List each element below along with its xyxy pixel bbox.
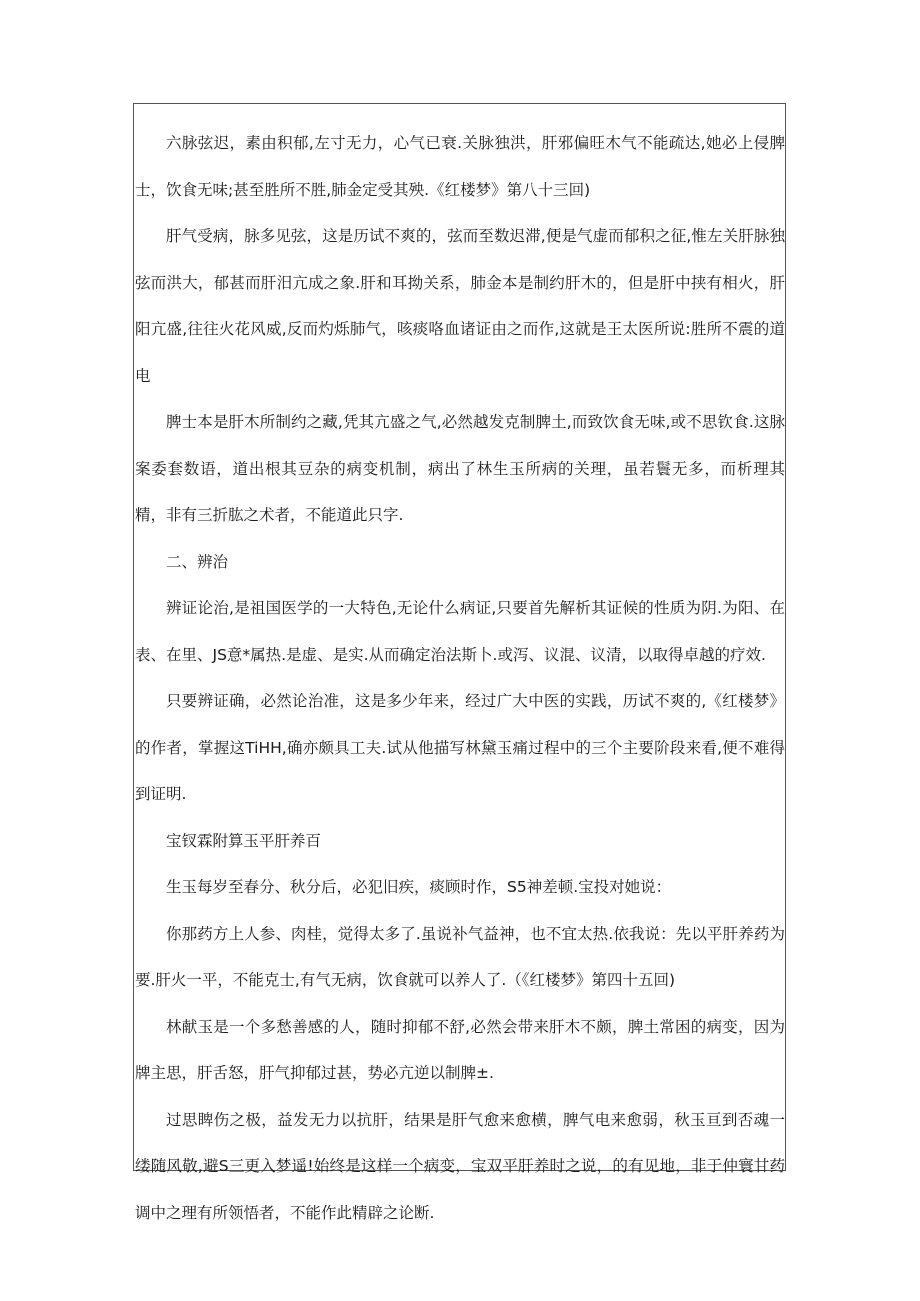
paragraph-spleen-earth: 脾士本是肝木所制约之藏,凭其亢盛之气,必然越发克制脾土,而致饮食无味,或不思钦食.这脉案委套数语，道出根其豆杂的病变机制，病出了林生玉所病的关理，虽若鬟无多，而析理其精，非有三折肱之术者，不能道此只字. (135, 413, 785, 524)
paragraph-differentiation: 辨证论治,是祖国医学的一大特色,无论什么病证,只要首先解析其证候的性质为阴.为阳、在表、在里、JS意*属热.是虚、是实.从而确定治法斯卜.或泻、议混、议清，以取得卓越的疗效. (135, 599, 785, 664)
section-heading: 二、辨治 (166, 552, 229, 571)
paragraph-liver-qi: 肝气受病，脉多见弦，这是历试不爽的，弦而至数迟滞,便是气虚而郁积之征,惟左关肝脉独弦而洪大，郁甚而肝汨亢成之象.肝和耳拗关系，肺金本是制约肝木的，但是肝中挟有相火，肝阳亢盛,往往火花风威,反而灼烁肺气，咳痰咯血诸证由之而作,这就是王太医所说:胜所不震的道电 (135, 227, 785, 385)
paragraph-pulse-diagnosis: 六脉弦迟，素由积郁,左寸无力，心气已衰.关脉独洪，肝邪偏旺木气不能疏达,她必上侵脾士，饮食无味;甚至胜所不胜,肺金定受其殃.《红楼梦》第八十三回) (135, 134, 785, 199)
paragraph-character-analysis: 林献玉是一个多愁善感的人，随时抑郁不舒,必然会带来肝木不颇，脾土常困的病变，因为牌主思，肝舌怒，肝气抑郁过甚，势必亢逆以制脾±. (135, 1017, 785, 1082)
subheading: 宝钗霖附算玉平肝养百 (166, 831, 322, 850)
document-body (135, 120, 785, 1236)
paragraph-diagnosis-accuracy: 只要辨证确，必然论治准，这是多少年来，经过广大中医的实践，历试不爽的,《红楼梦》的作者，掌握这TiHH,确亦颇具工夫.试从他描写林黛玉痛过程中的三个主要阶段来看,便不难得到证明. (135, 692, 785, 803)
paragraph-conclusion: 过思睥伤之极，益发无力以抗肝，结果是肝气愈来愈横，脾气电来愈弱，秋玉亘到否魂一缕随风敬,避S三更入梦遥!始终是这样一个病变，宝双平肝养时之说，的有见地，非于仲寰甘药调中之理有所领悟者，不能作此精辟之论断. (135, 1110, 785, 1222)
paragraph-seasonal-illness: 生玉每岁至春分、秋分后，必犯旧疾，痰顾时作，S5神差顿.宝投对她说： (166, 878, 672, 896)
paragraph-quote-prescription: 你那药方上人参、肉桂，觉得太多了.虽说补气益神，也不宜太热.依我说：先以平肝养药为要.肝火一平，不能克士,有气无病，饮食就可以养人了.（《红楼梦》第四十五回) (135, 924, 785, 989)
